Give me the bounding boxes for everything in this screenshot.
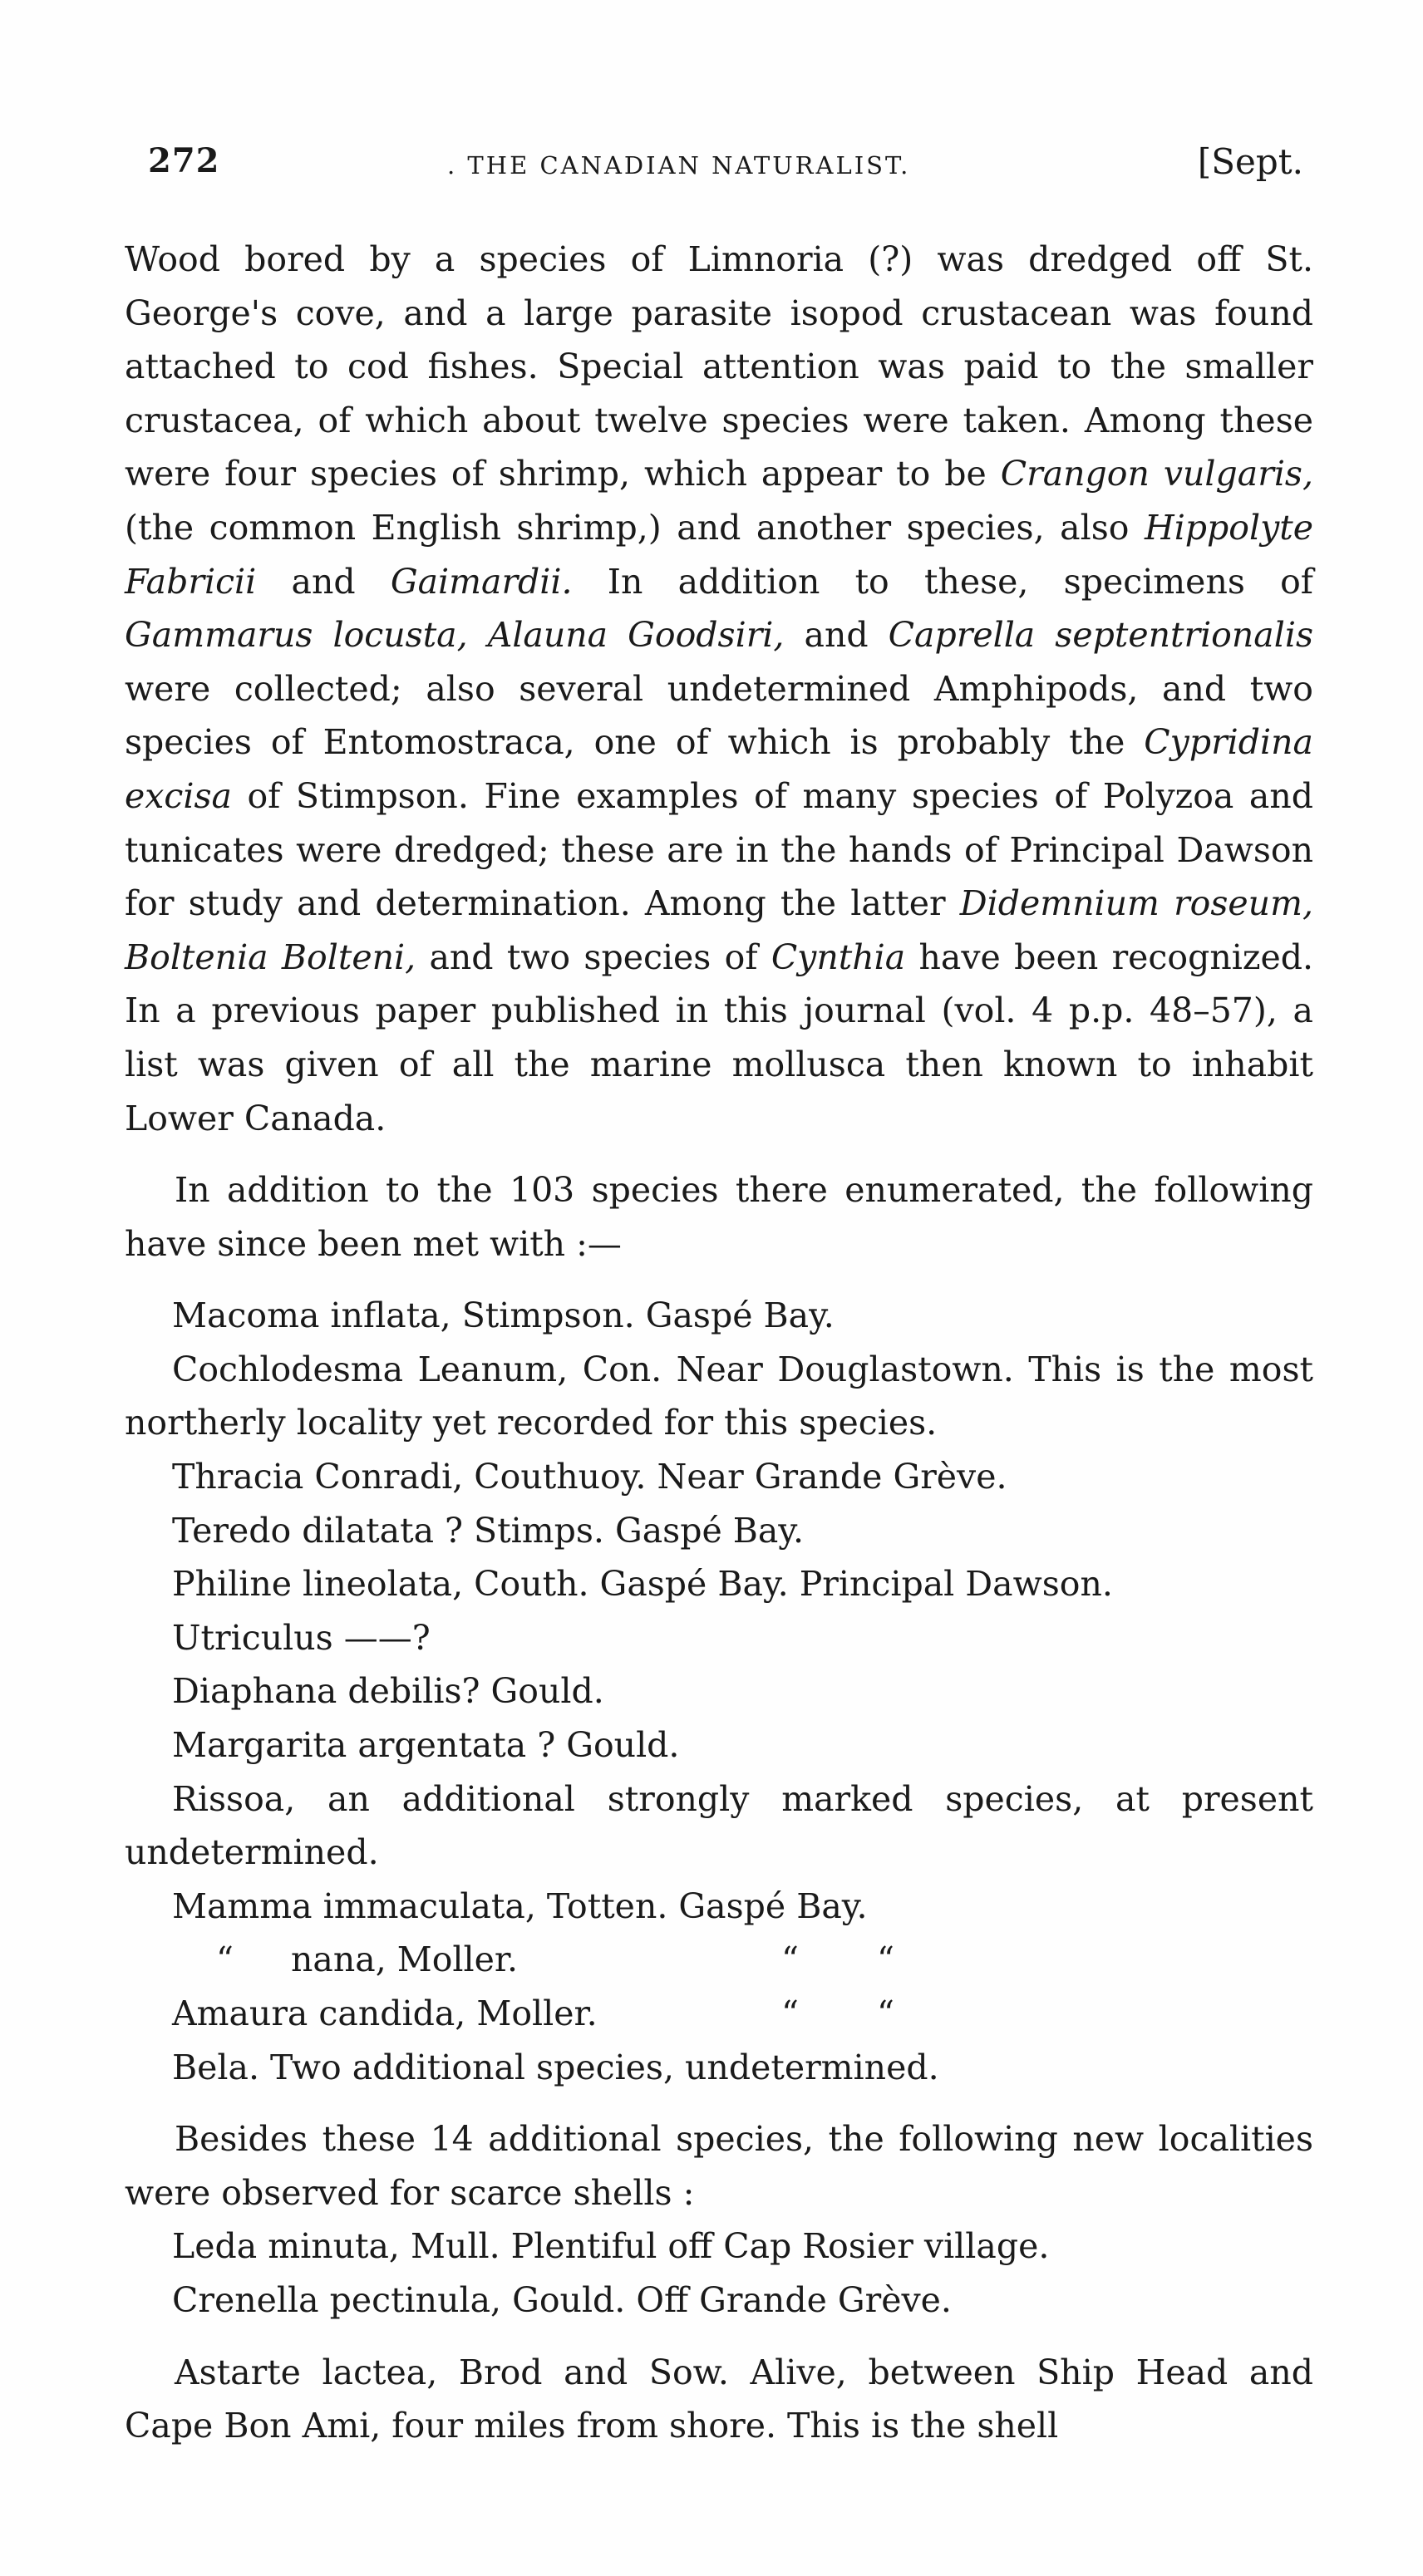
page-number: 272 [148,141,220,180]
species-name: Crangon vulgaris, [1000,454,1314,494]
text-run: Wood bored by a species of Limnoria (?) was dredged off St. George's cove, and a large parasite isopod crustacean was found attached to cod fishes. Special attention was paid to the smaller crustacea, of which about twelve species were taken. Among these were four species of shrimp, which appear to be [125,239,1313,494]
list-item: Mamma immaculata, Totten. Gaspé Bay. [172,1885,868,1926]
list-item: Leda minuta, Mull. Plentiful off Cap Rosier village. [172,2226,1050,2267]
paragraph-additions: In addition to the 103 species there enumerated, the following have since been met with :— [125,1170,1313,1264]
list-item [125,1933,1313,1987]
text-run: of Stimpson. Fine examples of many species of Polyzoa and tunicates were dredged; these are in the hands of Principal Dawson for study and determination. Among the latter [125,775,1313,924]
text-run: (the common English shrimp,) and another species, also [125,507,1145,548]
species-name: Cypridina excisa [125,722,1313,816]
text-run: were collected; also several undetermined Amphipods, and two species of Entomostraca, one of which is probably the [125,668,1313,763]
text-run: have been recognized. In a previous paper published in this journal (vol. 4 p.p. 48–57), a list was given of all the marine mollusca then known to inhabit Lower Canada. [125,937,1313,1138]
ditto-mark: “ [877,1993,894,2033]
paragraph-localities: Besides these 14 additional species, the following new localities were observed for scarce shells : [125,2119,1313,2213]
running-date: [Sept. [1197,141,1303,182]
ditto-mark: “ [216,1939,234,1980]
list-item: Philine lineolata, Couth. Gaspé Bay. Principal Dawson. [172,1564,1113,1605]
species-name: Didemnium roseum, Boltenia Bolteni, [125,883,1313,977]
species-name: Caprella septentrionalis [888,615,1313,656]
text-run: and [784,615,889,656]
species-name: Hippolyte Fabricii [125,507,1313,602]
species-name: Gaimardii. [390,561,573,602]
ditto-mark: “ [781,1993,799,2033]
list-item: Crenella pectinula, Gould. Off Grande Grève. [172,2279,952,2320]
body-text [125,233,1313,2453]
running-header [148,141,1303,199]
species-name: Cynthia [771,937,906,977]
species-entry: nana, Moller. [291,1939,519,1980]
list-item: Utriculus ——? [172,1617,431,1658]
running-title: . THE CANADIAN NATURALIST. [447,151,911,179]
paragraph-astarte: Astarte lactea, Brod and Sow. Alive, between Ship Head and Cape Bon Ami, four miles from shore. This is the shell [125,2352,1313,2446]
text-run: and [256,561,391,602]
paragraph-crustacea [125,233,1313,1145]
list-item: Margarita argentata ? Gould. [172,1725,680,1766]
species-name: Gammarus locusta, Alauna Goodsiri, [125,615,785,656]
text-run: In addition to these, specimens of [572,561,1313,602]
list-item: Diaphana debilis? Gould. [172,1671,604,1712]
list-item: Macoma inflata, Stimpson. Gaspé Bay. [172,1295,835,1336]
ditto-mark: “ [781,1939,799,1980]
list-item: Thracia Conradi, Couthuoy. Near Grande Grève. [172,1457,1007,1497]
list-item: Bela. Two additional species, undetermined. [172,2047,939,2087]
list-item: Teredo dilatata ? Stimps. Gaspé Bay. [172,1510,805,1551]
list-item [125,1987,1313,2041]
list-item: Rissoa, an additional strongly marked species, at present undetermined. [125,1778,1313,1873]
ditto-mark: “ [877,1939,894,1980]
species-entry: Amaura candida, Moller. [172,1993,598,2033]
text-run: and two species of [416,937,771,977]
list-item: Cochlodesma Leanum, Con. Near Douglastown. This is the most northerly locality yet recorded for this species. [125,1349,1313,1443]
